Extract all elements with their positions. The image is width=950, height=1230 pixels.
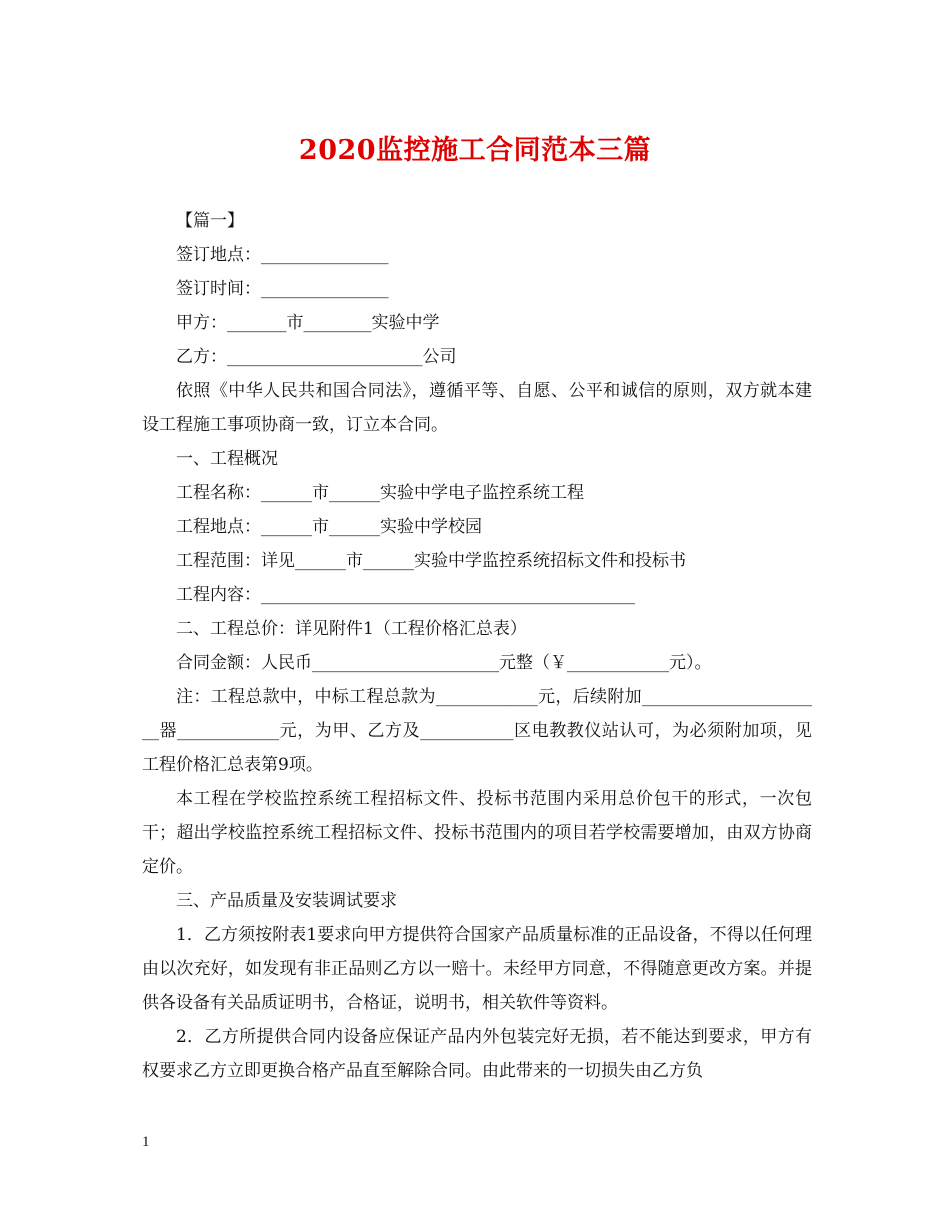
clause-paragraph: 2．乙方所提供合同内设备应保证产品内外包装完好无损，若不能达到要求，甲方有权要求乙方立即更换合格产品直至解除合同。由此带来的一切损失由乙方负 [142,1027,812,1081]
section-heading: 三、产品质量及安装调试要求 [176,891,397,911]
page-number: 1 [142,1134,150,1150]
section-heading: 【篇一】 [176,211,244,231]
section-heading: 一、工程概况 [176,449,278,469]
note-paragraph: 注：工程总款中，中标工程总款为____________元，后续附加______________________器____________元，为甲、乙方及___________区电教教仪站认可，为必须附加项，见工程价格汇总表第9项。 [142,687,812,775]
signing-place-line: 签订地点：_______________ [176,245,389,265]
party-a-line: 甲方：_______市________实验中学 [176,313,440,333]
section-heading: 二、工程总价：详见附件1（工程价格汇总表） [176,619,527,639]
clause-paragraph: 1．乙方须按附表1要求向甲方提供符合国家产品质量标准的正品设备，不得以任何理由以次充好，如发现有非正品则乙方以一赔十。未经甲方同意，不得随意更改方案。并提供各设备有关品质证明书，合格证，说明书，相关软件等资料。 [142,925,812,1013]
project-content-line: 工程内容：____________________________________________ [176,585,635,605]
signing-time-line: 签订时间：_______________ [176,279,389,299]
project-name-line: 工程名称：______市______实验中学电子监控系统工程 [176,483,584,503]
preamble-paragraph: 依照《中华人民共和国合同法》，遵循平等、自愿、公平和诚信的原则，双方就本建设工程施工事项协商一致，订立本合同。 [142,381,812,435]
document-body [142,204,812,1088]
document-title: 2020监控施工合同范本三篇 [298,135,652,166]
contract-amount-line: 合同金额：人民币______________________元整（￥____________元）。 [176,653,712,673]
project-location-line: 工程地点：______市______实验中学校园 [176,517,482,537]
party-b-line: 乙方：_______________________公司 [176,347,457,367]
project-scope-line: 工程范围：详见______市______实验中学监控系统招标文件和投标书 [176,551,686,571]
lump-sum-paragraph: 本工程在学校监控系统工程招标文件、投标书范围内采用总价包干的形式，一次包干；超出学校监控系统工程招标文件、投标书范围内的项目若学校需要增加，由双方协商定价。 [142,789,812,877]
